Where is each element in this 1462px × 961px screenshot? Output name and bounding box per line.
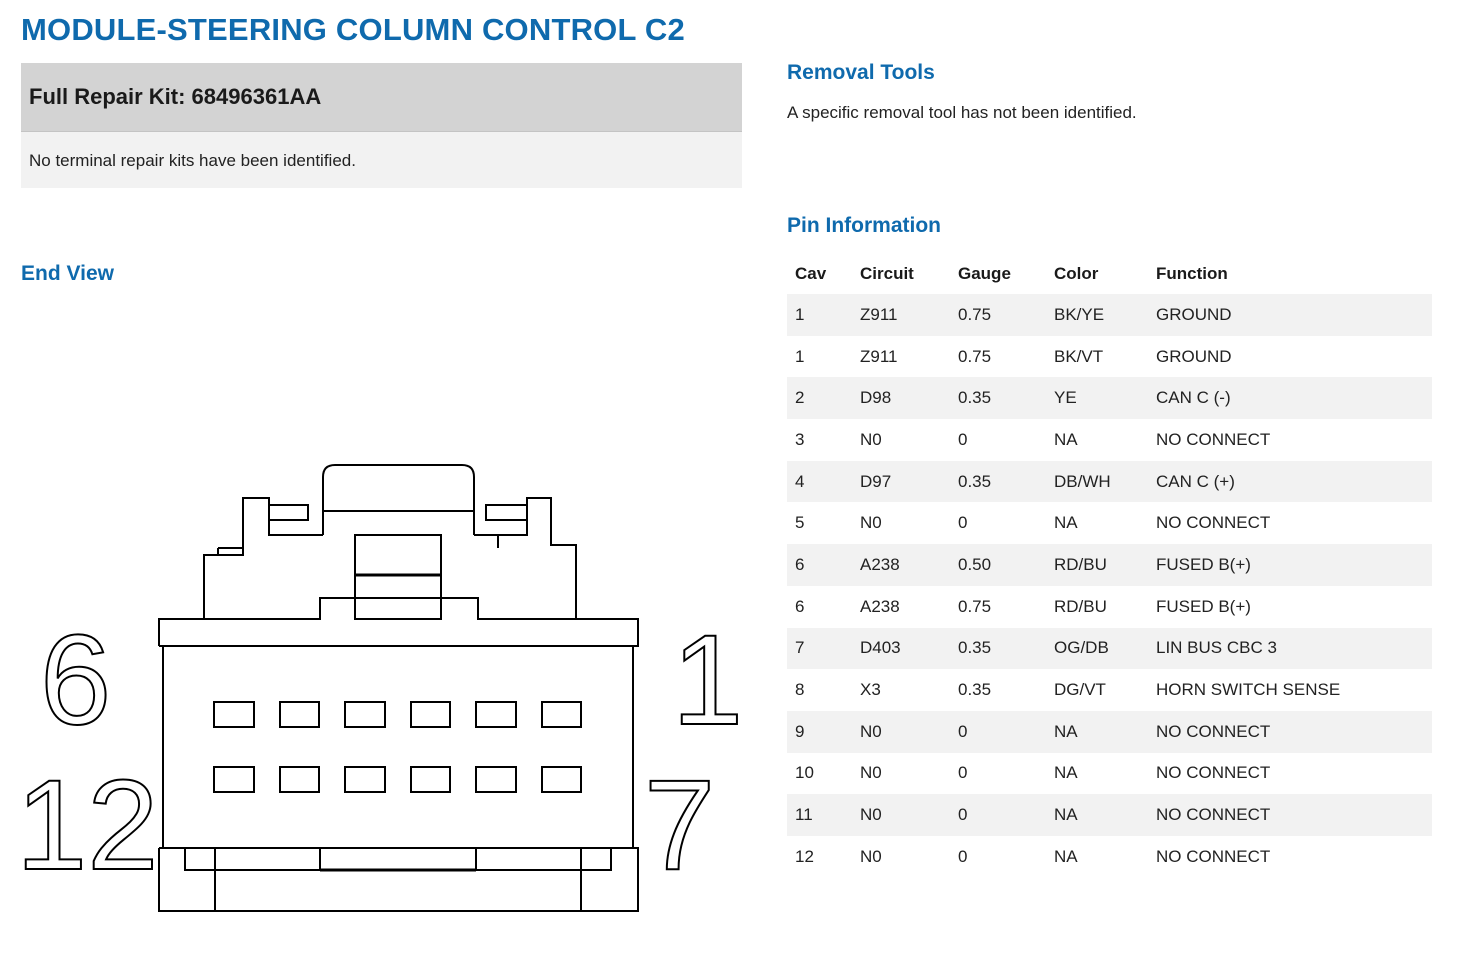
label-cavity-7: 7 xyxy=(644,754,716,897)
removal-tools-text: A specific removal tool has not been identified. xyxy=(787,103,1137,122)
repair-kit-note: No terminal repair kits have been identified. xyxy=(29,151,356,170)
cavity-9 xyxy=(411,767,450,792)
repair-kit-title: Full Repair Kit: 68496361AA xyxy=(29,84,322,109)
circuit-cell: N0 xyxy=(852,502,950,544)
circuit-cell: N0 xyxy=(852,711,950,753)
cavity-6 xyxy=(214,702,254,727)
function-cell: CAN C (+) xyxy=(1148,461,1432,503)
connector-latch xyxy=(323,465,474,535)
function-cell: NO CONNECT xyxy=(1148,836,1432,878)
color-cell: RD/BU xyxy=(1046,586,1148,628)
table-header-row xyxy=(787,253,1432,294)
circuit-cell: N0 xyxy=(852,836,950,878)
pin-information-table xyxy=(787,253,1432,878)
pin-table-body xyxy=(787,294,1432,878)
cavity-7 xyxy=(542,767,581,792)
cav-cell: 5 xyxy=(787,502,852,544)
cavity-row-top xyxy=(214,702,581,727)
cav-cell: 11 xyxy=(787,794,852,836)
circuit-cell: Z911 xyxy=(852,336,950,378)
function-cell: GROUND xyxy=(1148,294,1432,336)
gauge-cell: 0.75 xyxy=(950,586,1046,628)
function-cell: NO CONNECT xyxy=(1148,794,1432,836)
color-cell: RD/BU xyxy=(1046,544,1148,586)
gauge-cell: 0.35 xyxy=(950,461,1046,503)
color-cell: DB/WH xyxy=(1046,461,1148,503)
table-row xyxy=(787,377,1432,419)
cav-cell: 1 xyxy=(787,336,852,378)
table-row xyxy=(787,753,1432,795)
gauge-cell: 0.35 xyxy=(950,377,1046,419)
gauge-cell: 0 xyxy=(950,502,1046,544)
color-cell: YE xyxy=(1046,377,1148,419)
gauge-cell: 0 xyxy=(950,419,1046,461)
table-row xyxy=(787,419,1432,461)
cavity-12 xyxy=(214,767,254,792)
table-row xyxy=(787,628,1432,670)
cavity-5 xyxy=(280,702,319,727)
function-cell: NO CONNECT xyxy=(1148,502,1432,544)
circuit-cell: D97 xyxy=(852,461,950,503)
connector-shoulder xyxy=(159,598,638,646)
circuit-cell: Z911 xyxy=(852,294,950,336)
function-cell: CAN C (-) xyxy=(1148,377,1432,419)
connector-left-tab xyxy=(269,505,308,520)
gauge-cell: 0 xyxy=(950,836,1046,878)
cav-cell: 6 xyxy=(787,586,852,628)
table-row xyxy=(787,294,1432,336)
gauge-cell: 0.35 xyxy=(950,669,1046,711)
circuit-cell: N0 xyxy=(852,753,950,795)
cav-cell: 9 xyxy=(787,711,852,753)
connector-upper-housing xyxy=(204,498,576,619)
connector-base xyxy=(159,848,638,911)
cav-cell: 6 xyxy=(787,544,852,586)
column-header-function: Function xyxy=(1156,263,1228,283)
table-row xyxy=(787,836,1432,878)
label-cavity-12: 12 xyxy=(16,754,159,897)
cavity-1 xyxy=(542,702,581,727)
function-cell: HORN SWITCH SENSE xyxy=(1148,669,1432,711)
cavity-11 xyxy=(280,767,319,792)
function-cell: NO CONNECT xyxy=(1148,753,1432,795)
circuit-cell: D98 xyxy=(852,377,950,419)
gauge-cell: 0 xyxy=(950,753,1046,795)
gauge-cell: 0 xyxy=(950,794,1046,836)
page-title: MODULE-STEERING COLUMN CONTROL C2 xyxy=(21,12,685,47)
function-cell: GROUND xyxy=(1148,336,1432,378)
table-row xyxy=(787,461,1432,503)
function-cell: LIN BUS CBC 3 xyxy=(1148,628,1432,670)
circuit-cell: X3 xyxy=(852,669,950,711)
cav-cell: 10 xyxy=(787,753,852,795)
color-cell: NA xyxy=(1046,753,1148,795)
circuit-cell: N0 xyxy=(852,794,950,836)
gauge-cell: 0.50 xyxy=(950,544,1046,586)
table-row xyxy=(787,586,1432,628)
table-row xyxy=(787,336,1432,378)
color-cell: NA xyxy=(1046,711,1148,753)
cavity-10 xyxy=(345,767,385,792)
column-header-gauge: Gauge xyxy=(958,263,1011,283)
cavity-3 xyxy=(411,702,450,727)
label-cavity-6: 6 xyxy=(40,609,112,752)
function-cell: NO CONNECT xyxy=(1148,711,1432,753)
gauge-cell: 0 xyxy=(950,711,1046,753)
connector-right-tab xyxy=(486,505,527,520)
circuit-cell: N0 xyxy=(852,419,950,461)
cav-cell: 1 xyxy=(787,294,852,336)
table-row xyxy=(787,669,1432,711)
column-header-color: Color xyxy=(1054,263,1099,283)
cavity-8 xyxy=(476,767,516,792)
end-view-heading: End View xyxy=(21,262,114,285)
circuit-cell: A238 xyxy=(852,586,950,628)
table-row xyxy=(787,711,1432,753)
column-header-cav: Cav xyxy=(795,263,827,283)
column-header-circuit: Circuit xyxy=(860,263,914,283)
circuit-cell: A238 xyxy=(852,544,950,586)
color-cell: NA xyxy=(1046,419,1148,461)
repair-kit-box xyxy=(21,63,742,188)
table-row xyxy=(787,502,1432,544)
gauge-cell: 0.75 xyxy=(950,336,1046,378)
cavity-2 xyxy=(476,702,516,727)
label-cavity-1: 1 xyxy=(672,609,744,752)
cav-cell: 3 xyxy=(787,419,852,461)
color-cell: NA xyxy=(1046,836,1148,878)
connector-end-view-diagram xyxy=(0,300,760,940)
color-cell: BK/YE xyxy=(1046,294,1148,336)
cav-cell: 2 xyxy=(787,377,852,419)
gauge-cell: 0.35 xyxy=(950,628,1046,670)
table-row xyxy=(787,544,1432,586)
connector-lock-stem xyxy=(355,535,441,619)
table-row xyxy=(787,794,1432,836)
gauge-cell: 0.75 xyxy=(950,294,1046,336)
cav-cell: 8 xyxy=(787,669,852,711)
function-cell: FUSED B(+) xyxy=(1148,586,1432,628)
pin-information-heading: Pin Information xyxy=(787,214,941,237)
circuit-cell: D403 xyxy=(852,628,950,670)
color-cell: NA xyxy=(1046,794,1148,836)
color-cell: NA xyxy=(1046,502,1148,544)
function-cell: FUSED B(+) xyxy=(1148,544,1432,586)
removal-tools-heading: Removal Tools xyxy=(787,61,935,84)
cavity-row-bottom xyxy=(214,767,581,792)
cav-cell: 12 xyxy=(787,836,852,878)
cav-cell: 7 xyxy=(787,628,852,670)
cavity-4 xyxy=(345,702,385,727)
color-cell: BK/VT xyxy=(1046,336,1148,378)
cav-cell: 4 xyxy=(787,461,852,503)
color-cell: DG/VT xyxy=(1046,669,1148,711)
function-cell: NO CONNECT xyxy=(1148,419,1432,461)
color-cell: OG/DB xyxy=(1046,628,1148,670)
connector-body xyxy=(163,646,633,848)
